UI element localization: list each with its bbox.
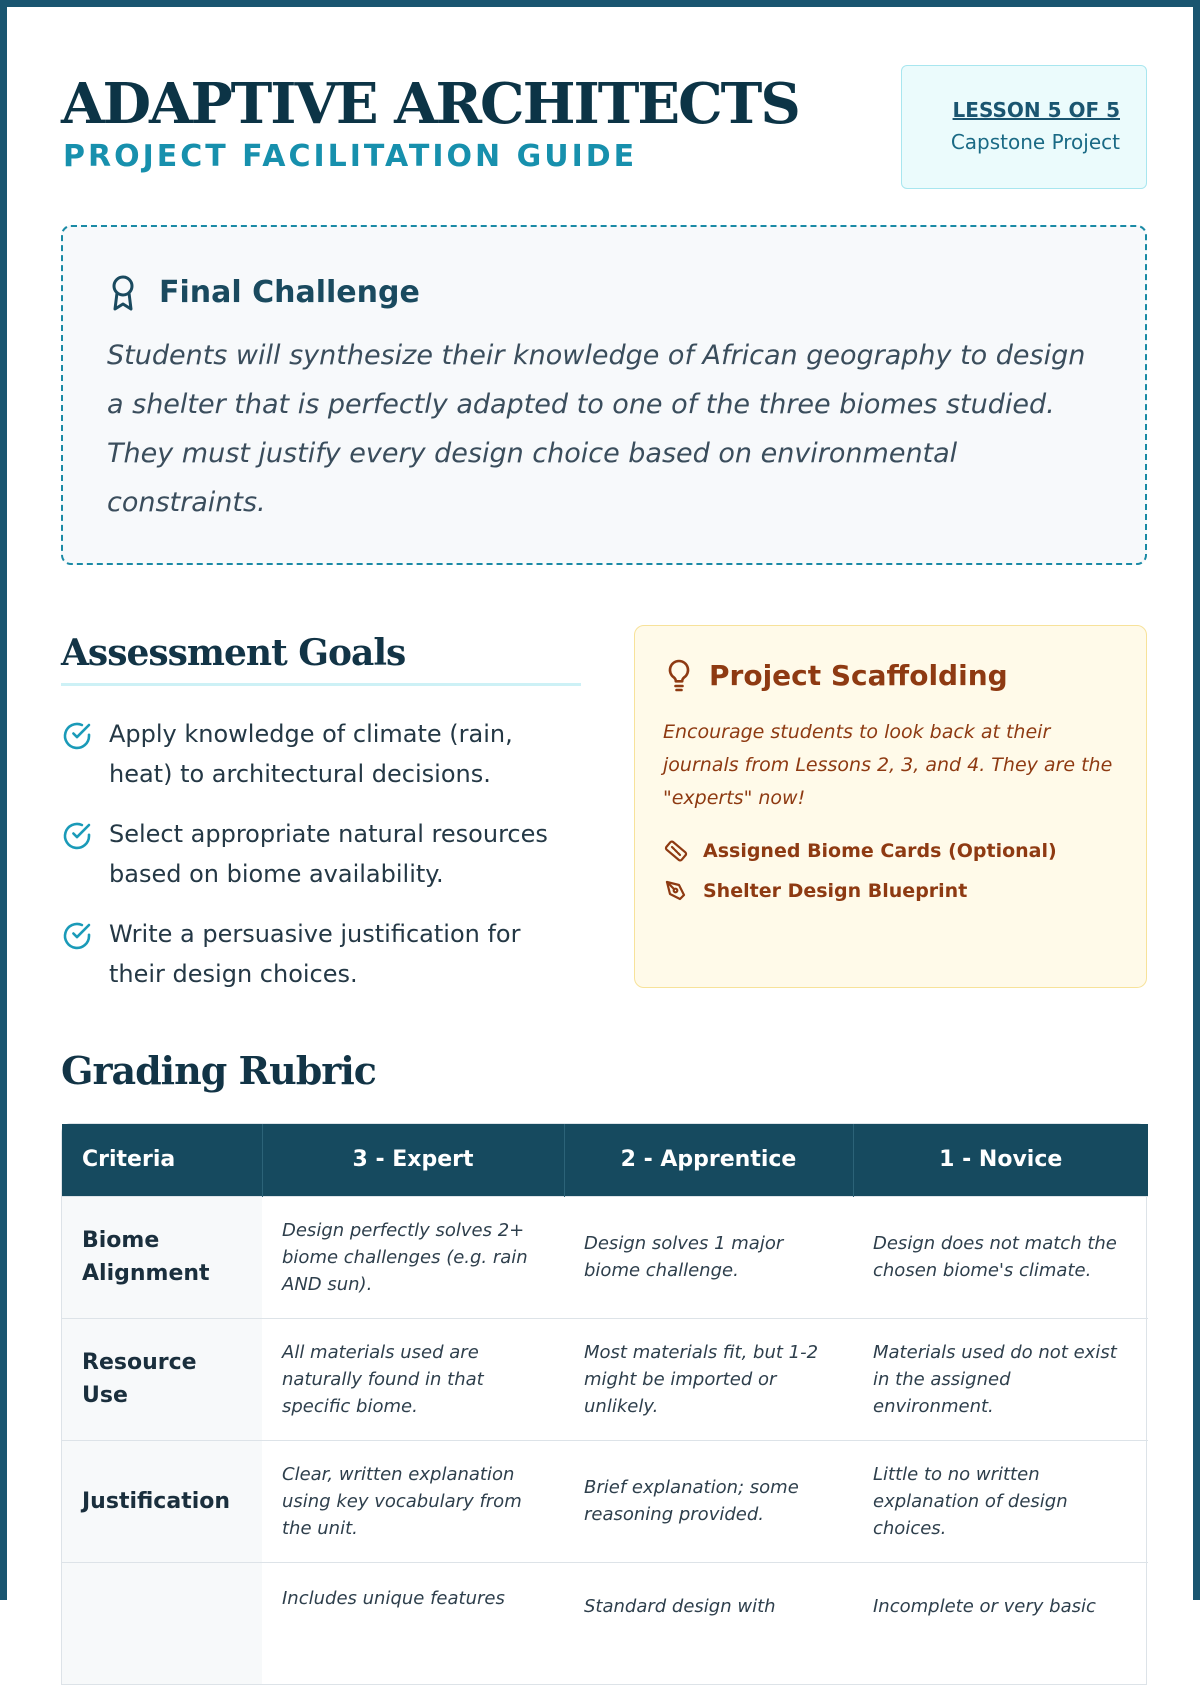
expert-cell: Includes unique features (262, 1562, 564, 1684)
apprentice-cell: Most materials fit, but 1-2 might be imported or unlikely. (564, 1318, 853, 1440)
criteria-cell: Justification (62, 1440, 262, 1562)
novice-cell: Incomplete or very basic (853, 1562, 1148, 1684)
page-header (61, 65, 1147, 195)
material-label: Assigned Biome Cards (Optional) (703, 840, 1057, 862)
column-header-expert: 3 - Expert (262, 1124, 564, 1196)
check-circle-icon (61, 720, 93, 752)
goal-text: Write a persuasive justification for their design choices. (109, 920, 521, 988)
pen-tool-icon (663, 878, 689, 904)
assessment-goals-title: Assessment Goals (61, 625, 581, 686)
material-label: Shelter Design Blueprint (703, 880, 968, 902)
goal-text: Select appropriate natural resources based on biome availability. (109, 820, 548, 888)
apprentice-cell: Standard design with (564, 1562, 853, 1684)
tag-icon (663, 838, 689, 864)
challenge-description: Students will synthesize their knowledge of African geography to design a shelter that is perfectly adapted to one of the three biomes studied. They must justify every design choice based on environmental constraints. (107, 340, 1086, 518)
table-row (62, 1562, 1148, 1684)
grading-rubric-title: Grading Rubric (61, 1048, 376, 1093)
table-header-row (62, 1124, 1148, 1196)
check-circle-icon (61, 920, 93, 952)
column-header-criteria: Criteria (62, 1124, 262, 1196)
lightbulb-icon (665, 658, 693, 694)
expert-cell: All materials used are naturally found in that specific biome. (262, 1318, 564, 1440)
lesson-badge (901, 65, 1147, 189)
criteria-cell (62, 1562, 262, 1684)
table-row (62, 1318, 1148, 1440)
apprentice-cell: Design solves 1 major biome challenge. (564, 1196, 853, 1318)
column-header-novice: 1 - Novice (853, 1124, 1148, 1196)
novice-cell: Materials used do not exist in the assigned environment. (853, 1318, 1148, 1440)
assessment-goals-section (61, 625, 581, 1005)
project-scaffolding-box (634, 625, 1147, 988)
award-ribbon-icon (107, 273, 139, 313)
scaffolding-title: Project Scaffolding (709, 659, 1008, 692)
novice-cell: Little to no written explanation of design choices. (853, 1440, 1148, 1562)
column-header-apprentice: 2 - Apprentice (564, 1124, 853, 1196)
check-circle-icon (61, 820, 93, 852)
goal-list (61, 714, 581, 994)
challenge-title: Final Challenge (159, 275, 420, 310)
final-challenge-box (61, 225, 1147, 565)
table-row (62, 1440, 1148, 1562)
goal-item (61, 814, 581, 894)
lesson-number-link[interactable]: LESSON 5 OF 5 (952, 98, 1120, 122)
goal-item (61, 914, 581, 994)
novice-cell: Design does not match the chosen biome's climate. (853, 1196, 1148, 1318)
criteria-cell: Resource Use (62, 1318, 262, 1440)
page-title: ADAPTIVE ARCHITECTS (61, 71, 799, 137)
apprentice-cell: Brief explanation; some reasoning provided. (564, 1440, 853, 1562)
lesson-name: Capstone Project (950, 130, 1120, 154)
expert-cell: Clear, written explanation using key vocabulary from the unit. (262, 1440, 564, 1562)
expert-cell: Design perfectly solves 2+ biome challenges (e.g. rain AND sun). (262, 1196, 564, 1318)
page-subtitle: PROJECT FACILITATION GUIDE (63, 139, 638, 174)
goal-text: Apply knowledge of climate (rain, heat) to architectural decisions. (109, 720, 513, 788)
grading-rubric-table (61, 1123, 1147, 1685)
goal-item (61, 714, 581, 794)
scaffolding-note: Encourage students to look back at their journals from Lessons 2, 3, and 4. They are the "experts" now! (663, 721, 1113, 809)
criteria-cell: Biome Alignment (62, 1196, 262, 1318)
table-row (62, 1196, 1148, 1318)
